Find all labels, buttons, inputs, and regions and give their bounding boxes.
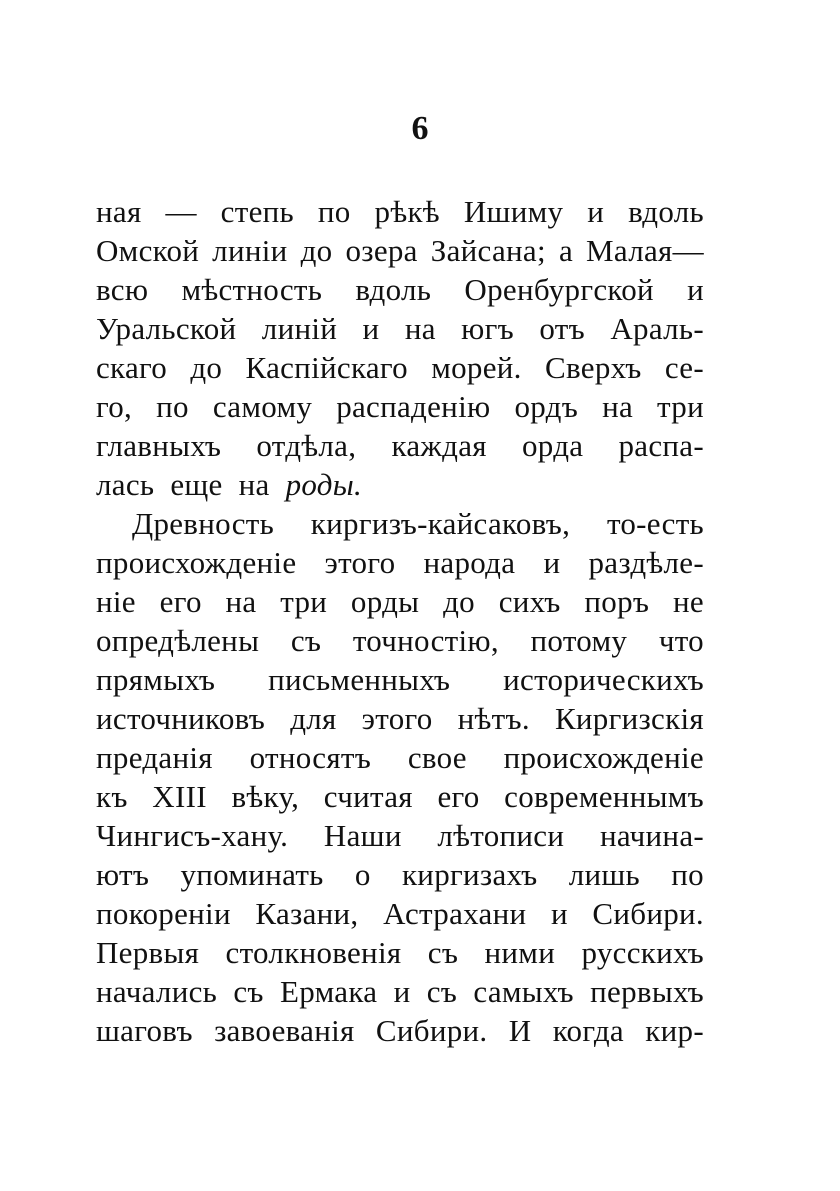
word: степь — [220, 194, 294, 229]
text-line — [96, 231, 704, 270]
word: что — [658, 623, 704, 658]
word: столкновенія — [225, 935, 402, 970]
text-line — [96, 270, 704, 309]
word: на — [225, 584, 257, 619]
word-emphasis: роды. — [285, 467, 363, 502]
word: и — [550, 896, 568, 931]
word: съ — [290, 623, 322, 658]
word: точностію, — [352, 623, 499, 658]
word: Чингисъ-хану. — [96, 818, 289, 853]
word: лась — [96, 467, 155, 502]
page-number: 6 — [411, 110, 429, 147]
word: Ишиму — [463, 194, 564, 229]
word: къ — [96, 779, 128, 814]
word: народа — [423, 545, 516, 580]
word: орды — [350, 584, 420, 619]
word: свое — [407, 740, 467, 775]
word: орда — [522, 428, 584, 463]
word: на — [238, 467, 270, 502]
text-line — [96, 660, 704, 699]
word: линій — [261, 311, 338, 346]
word: потому — [530, 623, 628, 658]
word: когда — [552, 1013, 624, 1048]
word: съ — [426, 974, 458, 1009]
word: происхожденіе — [503, 740, 704, 775]
word: для — [290, 701, 337, 736]
word: лишь — [568, 857, 640, 892]
word: упоминать — [180, 857, 324, 892]
word: его — [437, 779, 480, 814]
word: се- — [664, 350, 704, 385]
word: поръ — [584, 584, 650, 619]
word: начина- — [599, 818, 704, 853]
word: начались — [96, 974, 218, 1009]
word: Первыя — [96, 935, 200, 970]
word: мѣстность — [181, 272, 323, 307]
text-line — [96, 933, 704, 972]
word: и — [393, 974, 411, 1009]
word: морей. — [431, 350, 522, 385]
word: го, — [96, 389, 133, 424]
word: Ермака — [280, 974, 378, 1009]
word: Уральской — [96, 311, 237, 346]
word: не — [673, 584, 704, 619]
body-text — [96, 192, 704, 1050]
word: Сибири. — [375, 1013, 488, 1048]
word: каждая — [391, 428, 487, 463]
word: письменныхъ — [268, 662, 451, 697]
word: и — [362, 311, 380, 346]
word: самыхъ — [473, 974, 574, 1009]
word: Наши — [323, 818, 402, 853]
word: прямыхъ — [96, 662, 216, 697]
word: современнымъ — [504, 779, 704, 814]
word: относятъ — [249, 740, 372, 775]
word: кир- — [645, 1013, 704, 1048]
word: ними — [484, 935, 556, 970]
word: раздѣле- — [588, 545, 704, 580]
word: распа- — [618, 428, 704, 463]
word: нѣтъ. — [457, 701, 530, 736]
word: ніе — [96, 584, 136, 619]
word: Оренбургской — [464, 272, 654, 307]
word: по — [317, 194, 351, 229]
word: Каспійскаго — [245, 350, 408, 385]
word: преданія — [96, 740, 213, 775]
word: а — [558, 233, 573, 268]
word: завоеванія — [214, 1013, 355, 1048]
word: до — [443, 584, 475, 619]
word: историческихъ — [503, 662, 704, 697]
word: отдѣла, — [256, 428, 357, 463]
word: самому — [212, 389, 313, 424]
word: Казани, — [255, 896, 359, 931]
word: на — [404, 311, 436, 346]
word: рѣкѣ — [374, 194, 440, 229]
word: киргизъ-кайсаковъ, — [310, 506, 571, 541]
word: XIII — [152, 779, 207, 814]
word: Сверхъ — [545, 350, 642, 385]
word: Древность — [132, 506, 275, 541]
text-line — [96, 777, 704, 816]
text-line — [96, 504, 704, 543]
word: до — [190, 350, 223, 385]
word: всю — [96, 272, 149, 307]
word: его — [159, 584, 202, 619]
word: сихъ — [498, 584, 561, 619]
word: Араль- — [610, 311, 704, 346]
text-line — [96, 465, 704, 504]
word: И — [508, 1013, 532, 1048]
word: Омской — [96, 233, 200, 268]
word: Малая— — [586, 233, 704, 268]
word: отъ — [539, 311, 585, 346]
word: по — [671, 857, 704, 892]
word: ордъ — [514, 389, 579, 424]
text-line — [96, 348, 704, 387]
word: первыхъ — [590, 974, 704, 1009]
text-line — [96, 738, 704, 777]
word: Астрахани — [383, 896, 527, 931]
word: съ — [233, 974, 264, 1009]
text-line — [96, 192, 704, 231]
word: русскихъ — [581, 935, 704, 970]
word: считая — [323, 779, 413, 814]
word: о — [354, 857, 371, 892]
text-line — [96, 387, 704, 426]
word: Киргизскія — [554, 701, 704, 736]
word: озера — [345, 233, 418, 268]
word: то-есть — [606, 506, 704, 541]
text-line — [96, 816, 704, 855]
word: опредѣлены — [96, 623, 260, 658]
word: линіи — [212, 233, 288, 268]
text-line — [96, 582, 704, 621]
word: до — [300, 233, 333, 268]
word: ютъ — [96, 857, 150, 892]
word: Сибири. — [592, 896, 704, 931]
word: и — [587, 194, 605, 229]
word: югъ — [461, 311, 514, 346]
word: скаго — [96, 350, 168, 385]
word: на — [602, 389, 634, 424]
word: и — [687, 272, 704, 307]
word: по — [156, 389, 189, 424]
text-line — [96, 699, 704, 738]
word: ная — [96, 194, 142, 229]
word: — — [165, 194, 197, 229]
word: вѣку, — [231, 779, 300, 814]
word: покореніи — [96, 896, 231, 931]
word: Зайсана; — [430, 233, 546, 268]
word: три — [280, 584, 328, 619]
word: источниковъ — [96, 701, 266, 736]
word: лѣтописи — [437, 818, 565, 853]
word: съ — [427, 935, 459, 970]
text-line — [96, 426, 704, 465]
word: киргизахъ — [401, 857, 538, 892]
word: этого — [324, 545, 396, 580]
word: распаденію — [336, 389, 491, 424]
word: шаговъ — [96, 1013, 193, 1048]
word: вдоль — [355, 272, 432, 307]
word: и — [543, 545, 561, 580]
text-line — [96, 855, 704, 894]
text-line — [96, 972, 704, 1011]
text-line — [96, 543, 704, 582]
word: этого — [361, 701, 433, 736]
word: главныхъ — [96, 428, 222, 463]
text-line — [96, 621, 704, 660]
word: происхожденіе — [96, 545, 297, 580]
text-line — [96, 1011, 704, 1050]
text-line — [96, 309, 704, 348]
word: еще — [170, 467, 223, 502]
word: три — [657, 389, 704, 424]
word: вдоль — [628, 194, 704, 229]
text-line — [96, 894, 704, 933]
